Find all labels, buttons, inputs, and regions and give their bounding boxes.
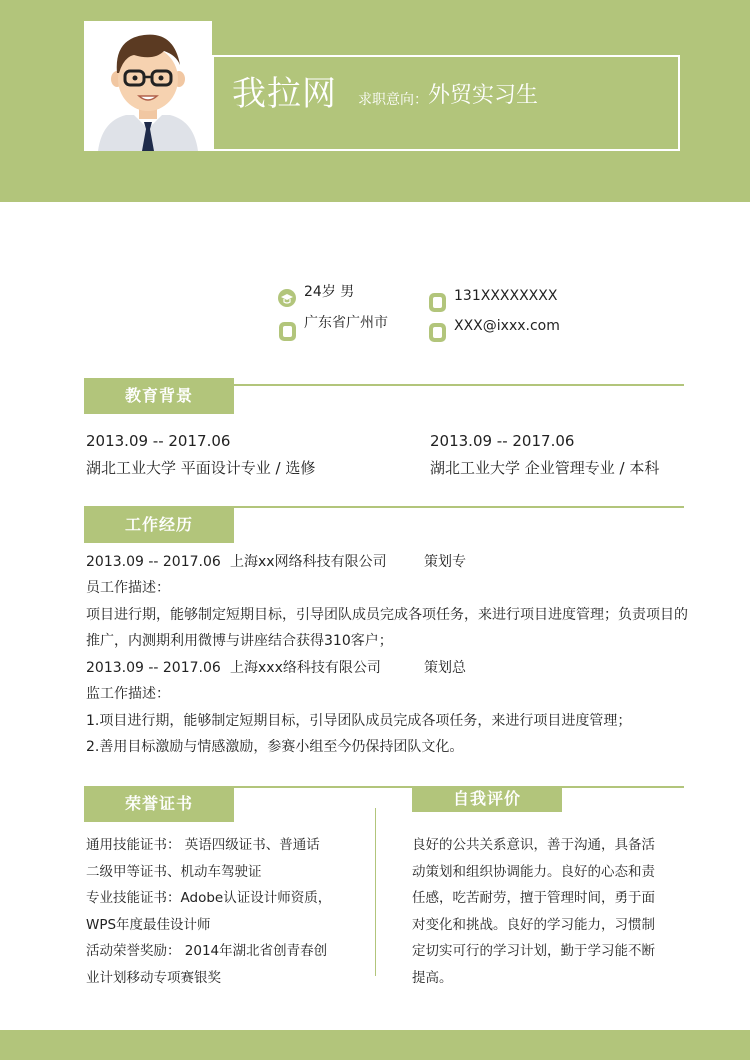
job-2-desc-line-2: 2.善用目标激励与情感激励，参赛小组至今仍保持团队文化。	[86, 739, 464, 755]
work-section-title: 工作经历	[84, 507, 234, 543]
self-eval-line-6: 提高。	[412, 969, 453, 986]
honors-list	[86, 832, 366, 991]
self-eval-line-2: 动策划和组织协调能力。良好的心态和责	[412, 863, 655, 880]
honors-line-5: 活动荣誉奖励： 2014年湖北省创青春创	[86, 943, 328, 959]
job-1-desc-line-2: 推广，内测期利用微博与讲座结合获得310客户；	[86, 633, 393, 649]
mail-icon	[429, 323, 446, 342]
education-period-2: 2013.09 -- 2017.06	[430, 432, 575, 450]
job-1-desc-line-1: 项目进行期，能够制定短期目标，引导团队成员完成各项任务，来进行项目进度管理；负责项目的	[86, 607, 688, 623]
avatar-illustration	[84, 21, 212, 151]
self-eval-text	[412, 832, 692, 991]
honors-line-4: WPS年度最佳设计师	[86, 916, 211, 933]
education-detail-2: 湖北工业大学 企业管理专业 / 本科	[430, 459, 660, 477]
job-intent-value: 外贸实习生	[428, 83, 539, 108]
job-1-role: 策划专	[424, 554, 466, 570]
candidate-name: 我拉网	[232, 74, 337, 114]
footer-band	[0, 1030, 750, 1060]
honors-line-3: 专业技能证书：Adobe认证设计师资质，	[86, 890, 332, 906]
job-intent-label: 求职意向：	[358, 92, 428, 108]
job-1-desc-label: 员工作描述：	[86, 580, 170, 596]
honors-line-1: 通用技能证书： 英语四级证书、普通话	[86, 837, 320, 853]
job-2-company: 上海xxx络科技有限公司	[230, 660, 381, 676]
phone-number: 131XXXXXXXX	[454, 288, 558, 304]
job-1-company: 上海xx网络科技有限公司	[230, 554, 387, 570]
self-eval-section-title: 自我评价	[412, 786, 562, 812]
education-period-1: 2013.09 -- 2017.06	[86, 432, 231, 450]
phone-icon	[429, 293, 446, 312]
graduation-cap-icon	[278, 289, 296, 307]
location: 广东省广州市	[304, 315, 388, 331]
job-2-desc-label: 监工作描述：	[86, 686, 170, 702]
email-address: XXX@ixxx.com	[454, 318, 560, 334]
column-divider	[375, 808, 376, 976]
location-pin-icon	[279, 322, 296, 341]
age-gender: 24岁 男	[304, 284, 355, 300]
education-section-title: 教育背景	[84, 378, 234, 414]
self-eval-line-1: 良好的公共关系意识，善于沟通，具备活	[412, 837, 655, 853]
honors-section-title: 荣誉证书	[84, 786, 234, 822]
self-eval-line-5: 定切实可行的学习计划，勤于学习能不断	[412, 943, 655, 959]
honors-line-2: 二级甲等证书、机动车驾驶证	[86, 863, 262, 880]
self-eval-line-3: 任感，吃苦耐劳，擅于管理时间，勇于面	[412, 890, 655, 906]
job-2-role: 策划总	[424, 660, 466, 676]
education-detail-1: 湖北工业大学 平面设计专业 / 选修	[86, 459, 316, 477]
honors-line-6: 业计划移动专项赛银奖	[86, 969, 221, 986]
avatar	[84, 21, 212, 151]
job-2-desc-line-1: 1.项目进行期，能够制定短期目标，引导团队成员完成各项任务，来进行项目进度管理；	[86, 713, 632, 729]
job-2-period: 2013.09 -- 2017.06	[86, 660, 221, 676]
self-eval-line-4: 对变化和挑战。良好的学习能力，习惯制	[412, 916, 655, 933]
job-1-period: 2013.09 -- 2017.06	[86, 554, 221, 570]
